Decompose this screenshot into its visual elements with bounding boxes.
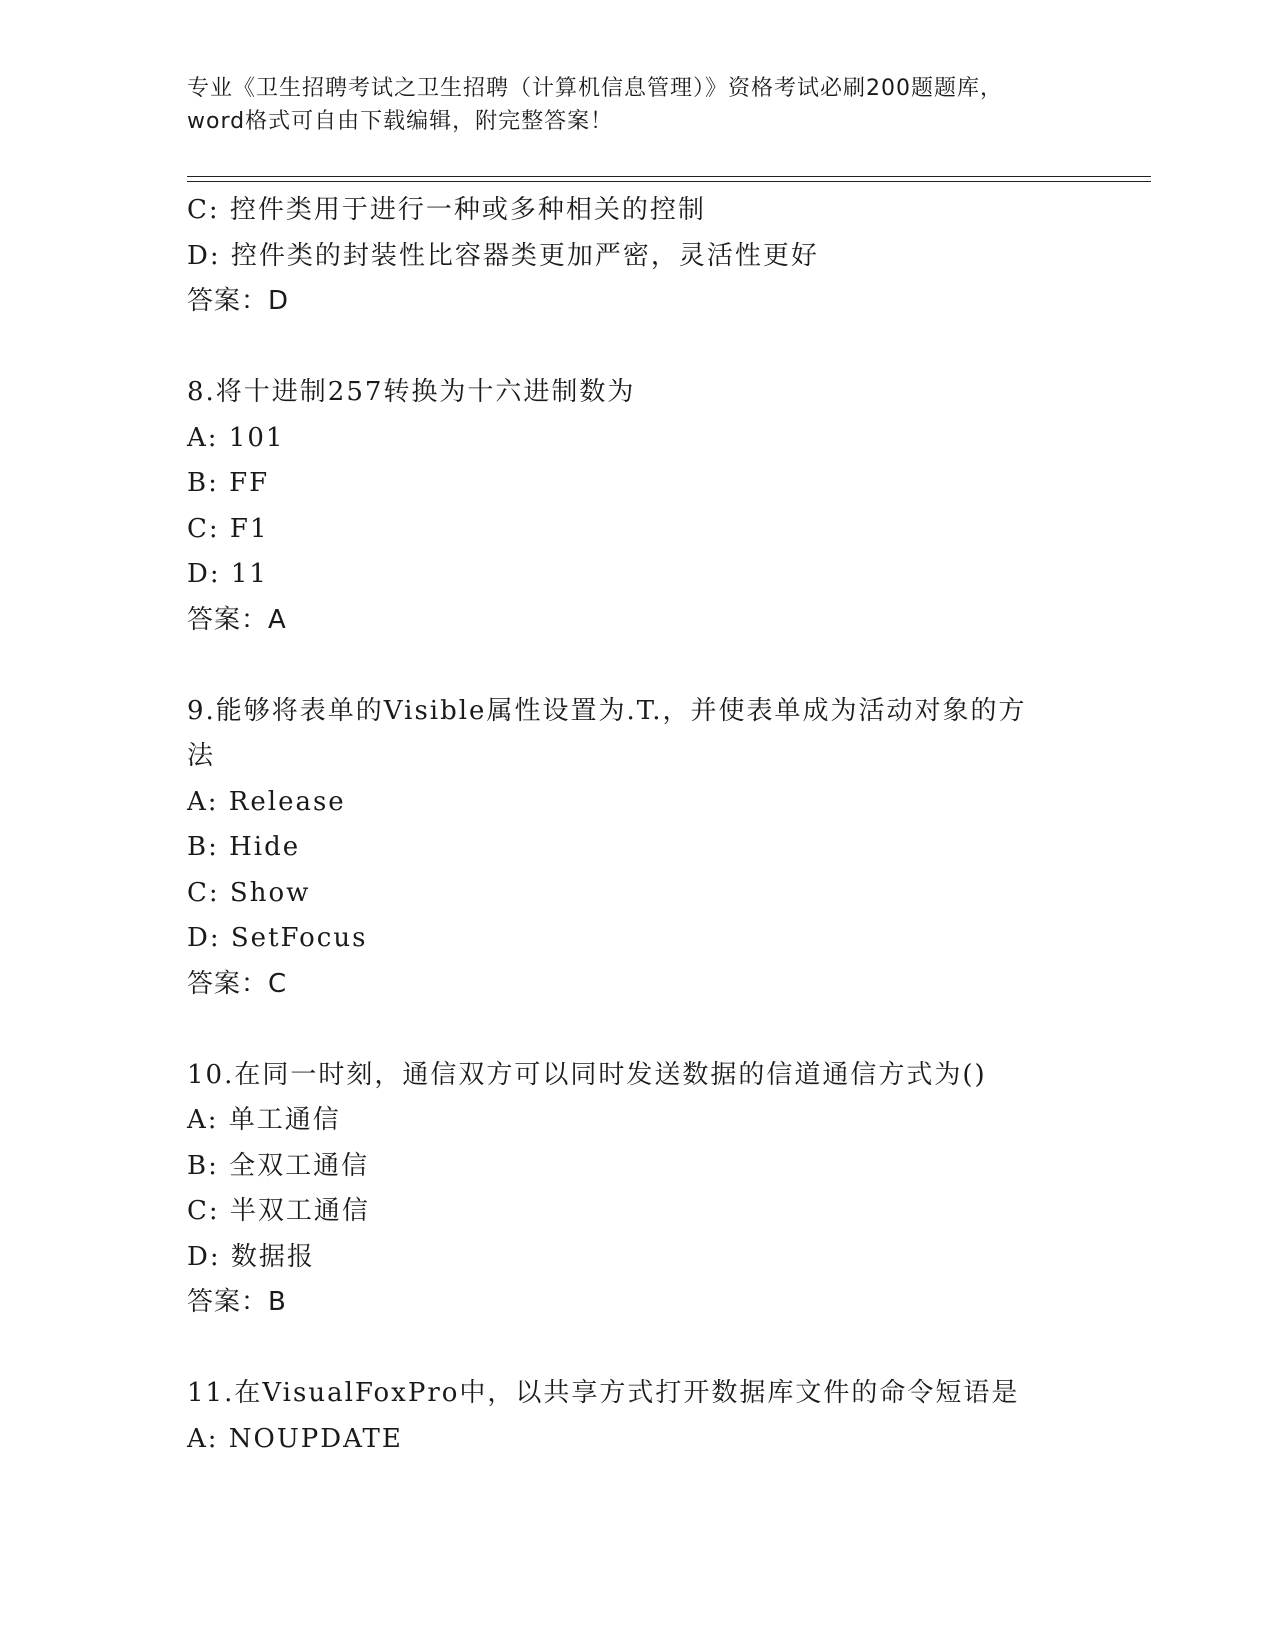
- q9-option-a: A: Release: [187, 786, 346, 817]
- q8-answer: 答案：A: [187, 604, 287, 635]
- q10-question: 10.在同一时刻，通信双方可以同时发送数据的信道通信方式为(): [187, 1059, 987, 1090]
- prev-option-d: D: 控件类的封装性比容器类更加严密，灵活性更好: [187, 240, 819, 271]
- spacer: [187, 643, 1077, 689]
- q8-option-a: A: 101: [187, 422, 285, 453]
- q11-option-a: A: NOUPDATE: [187, 1423, 403, 1454]
- q10-option-c: C: 半双工通信: [187, 1196, 370, 1226]
- prev-answer: 答案：D: [187, 286, 290, 316]
- header-title-line-2: word格式可自由下载编辑，附完整答案！: [187, 109, 614, 134]
- q9-question-line-2: 法: [187, 740, 216, 771]
- document-header: [187, 72, 1077, 138]
- q10-option-a: A: 单工通信: [187, 1105, 341, 1135]
- q8-question: 8.将十进制257转换为十六进制数为: [187, 377, 636, 407]
- spacer: [187, 1007, 1077, 1053]
- header-divider-bottom: [187, 181, 1151, 182]
- q9-option-c: C: Show: [187, 877, 311, 908]
- header-title-line-1: 专业《卫生招聘考试之卫生招聘（计算机信息管理）》资格考试必刷200题题库，: [187, 76, 1003, 101]
- q11-question: 11.在VisualFoxPro中，以共享方式打开数据库文件的命令短语是: [187, 1378, 1020, 1408]
- q9-question-line-1: 9.能够将表单的Visible属性设置为.T.，并使表单成为活动对象的方: [187, 695, 1027, 726]
- spacer: [187, 325, 1077, 371]
- header-divider-top: [187, 176, 1151, 177]
- q8-option-b: B: FF: [187, 468, 270, 498]
- question-list: [187, 188, 1077, 1462]
- q9-option-d: D: SetFocus: [187, 923, 368, 953]
- q9-answer: 答案：C: [187, 968, 288, 999]
- prev-option-c: C: 控件类用于进行一种或多种相关的控制: [187, 195, 706, 225]
- q9-option-b: B: Hide: [187, 832, 301, 862]
- q8-option-c: C: F1: [187, 513, 269, 544]
- q10-option-b: B: 全双工通信: [187, 1150, 370, 1181]
- q8-option-d: D: 11: [187, 559, 268, 589]
- q10-answer: 答案：B: [187, 1287, 287, 1317]
- spacer: [187, 1326, 1077, 1372]
- q10-option-d: D: 数据报: [187, 1241, 315, 1272]
